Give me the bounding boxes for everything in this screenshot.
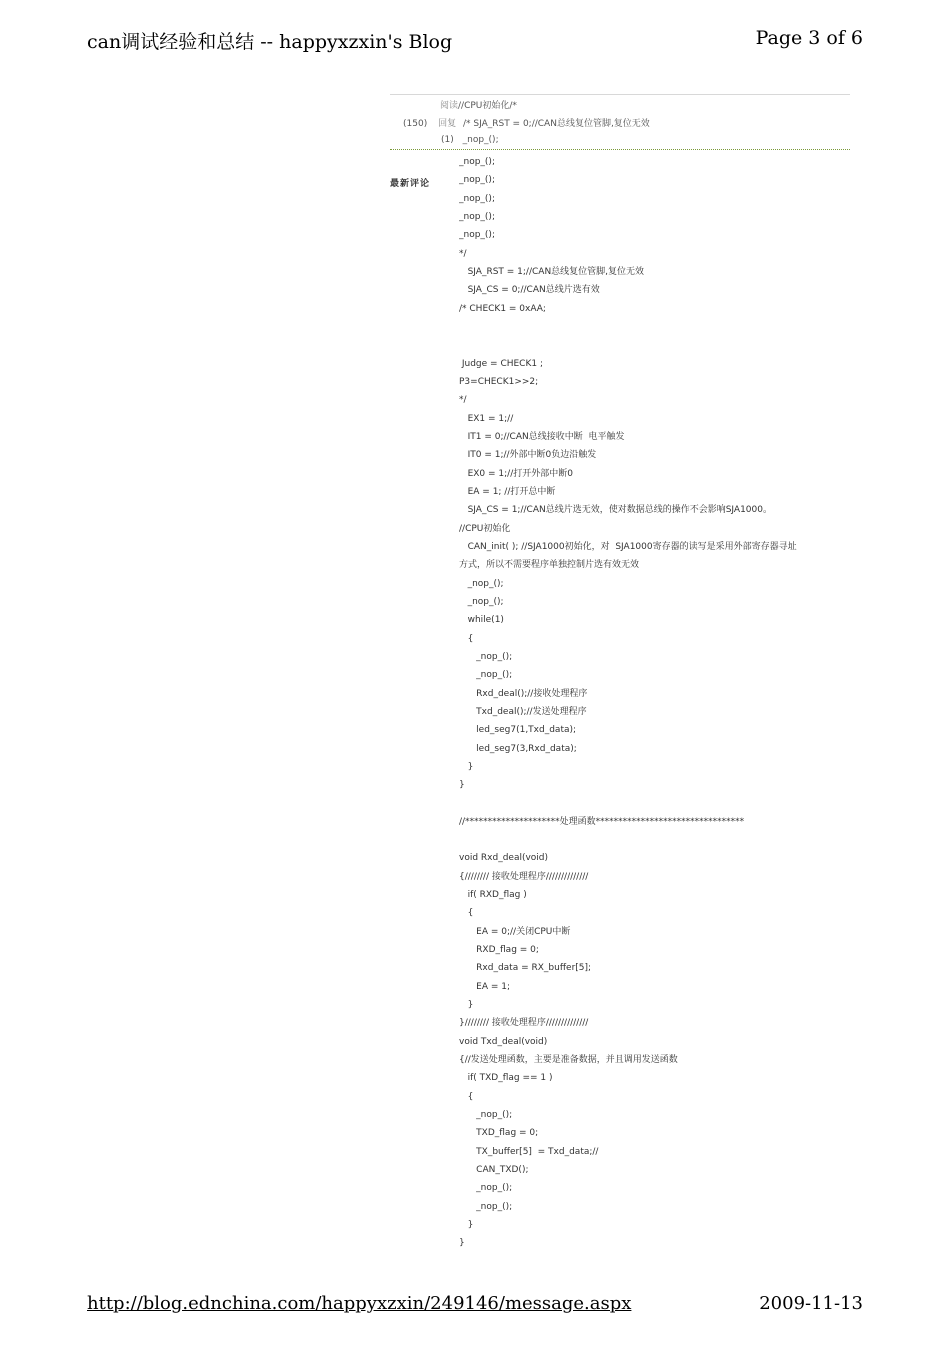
code-line: Judge = CHECK1 ; xyxy=(459,358,543,369)
code-line xyxy=(459,318,854,336)
code-line: EA = 1; //打开总中断 xyxy=(459,486,556,497)
code-line: TXD_flag = 0; xyxy=(459,1128,539,1139)
code-line: EX0 = 1;//打开外部中断0 xyxy=(459,468,573,479)
code-line: } xyxy=(459,780,465,791)
code-line: _nop_(); xyxy=(459,1110,513,1121)
summary-count-row xyxy=(441,135,499,145)
code-line: _nop_(); xyxy=(459,1183,513,1194)
top-divider xyxy=(390,94,850,95)
read-text[interactable]: //CPU初始化/* xyxy=(458,101,517,111)
document-title: can调试经验和总结 -- happyxzxin's Blog xyxy=(87,31,453,53)
code-line: IT0 = 1;//外部中断0负边沿触发 xyxy=(459,450,597,461)
code-line: led_seg7(1,Txd_data); xyxy=(459,725,577,736)
code-line: _nop_(); xyxy=(459,596,504,607)
code-line xyxy=(459,336,854,354)
code-line: SJA_RST = 1;//CAN总线复位管脚,复位无效 xyxy=(459,266,645,277)
code-line: void Txd_deal(void) xyxy=(459,1036,548,1047)
code-line: Txd_deal();//发送处理程序 xyxy=(459,706,587,717)
code-line: TX_buffer[5] = Txd_data;// xyxy=(459,1146,599,1157)
code-line: _nop_(); xyxy=(459,193,495,204)
code-line xyxy=(459,794,854,812)
footer-date: 2009-11-13 xyxy=(759,1293,863,1314)
code-line: led_seg7(3,Rxd_data); xyxy=(459,743,577,754)
code-line: { xyxy=(459,1091,474,1102)
code-line: Rxd_deal();//接收处理程序 xyxy=(459,688,588,699)
code-line: EA = 1; xyxy=(459,981,511,992)
reply-label: 回复 xyxy=(438,119,457,129)
code-line: _nop_(); xyxy=(459,651,513,662)
latest-comments-heading: 最新评论 xyxy=(390,179,431,189)
code-line: EX1 = 1;// xyxy=(459,413,514,424)
comment-divider xyxy=(390,149,850,150)
code-line: */ xyxy=(459,395,467,406)
footer-url-link[interactable]: http://blog.ednchina.com/happyxzxin/249146/message.aspx xyxy=(87,1293,632,1314)
code-line: } xyxy=(459,1220,474,1231)
code-line: _nop_(); xyxy=(459,230,495,241)
code-line: SJA_CS = 1;//CAN总线片选无效，使对数据总线的操作不会影响SJA1000。 xyxy=(459,505,772,516)
read-label: 阅读 xyxy=(440,101,459,111)
reply-count: (1) xyxy=(441,135,454,145)
code-line: Rxd_data = RX_buffer[5]; xyxy=(459,963,592,974)
code-line: } xyxy=(459,1238,465,1249)
code-line: { xyxy=(459,908,474,919)
code-line: } xyxy=(459,1000,474,1011)
code-line: CAN_TXD(); xyxy=(459,1165,529,1176)
code-line: if( RXD_flag ) xyxy=(459,890,527,901)
code-line: }//////// 接收处理程序////////////// xyxy=(459,1018,589,1029)
code-line: _nop_(); xyxy=(459,578,504,589)
read-count: (150) xyxy=(403,119,428,129)
page-number: Page 3 of 6 xyxy=(755,27,863,49)
reply-snippet: _nop_(); xyxy=(462,135,499,145)
code-line xyxy=(459,831,854,849)
code-line: 方式，所以不需要程序单独控制片选有效无效 xyxy=(459,560,640,571)
code-line: SJA_CS = 0;//CAN总线片选有效 xyxy=(459,285,600,296)
code-line: _nop_(); xyxy=(459,175,495,186)
code-line: _nop_(); xyxy=(459,211,495,222)
code-line: IT1 = 0;//CAN总线接收中断 电平触发 xyxy=(459,431,625,442)
code-line: { xyxy=(459,633,474,644)
code-line: while(1) xyxy=(459,615,504,626)
code-line: {//////// 接收处理程序////////////// xyxy=(459,871,589,882)
code-line: EA = 0;//关闭CPU中断 xyxy=(459,926,571,937)
code-line: /* CHECK1 = 0xAA; xyxy=(459,303,546,314)
code-line: _nop_(); xyxy=(459,1201,513,1212)
code-line: } xyxy=(459,761,474,772)
code-line: //*********************处理函数********************************* xyxy=(459,816,745,827)
code-line: _nop_(); xyxy=(459,670,513,681)
code-line: P3=CHECK1>>2; xyxy=(459,376,539,387)
code-line: //CPU初始化 xyxy=(459,523,511,534)
reply-text[interactable]: /* SJA_RST = 0;//CAN总线复位管脚,复位无效 xyxy=(462,119,650,129)
code-line: _nop_(); xyxy=(459,157,495,167)
code-listing xyxy=(459,153,854,1253)
code-line: RXD_flag = 0; xyxy=(459,945,539,956)
code-line: */ xyxy=(459,248,467,259)
code-line: void Rxd_deal(void) xyxy=(459,853,549,864)
code-line: {//发送处理函数，主要是准备数据，并且调用发送函数 xyxy=(459,1055,678,1066)
code-line: if( TXD_flag == 1 ) xyxy=(459,1073,553,1084)
summary-reply-row xyxy=(403,116,650,129)
summary-read-row xyxy=(440,98,517,111)
code-line: CAN_init( ); //SJA1000初始化，对 SJA1000寄存器的读写是采用外部寄存器寻址 xyxy=(459,541,797,552)
